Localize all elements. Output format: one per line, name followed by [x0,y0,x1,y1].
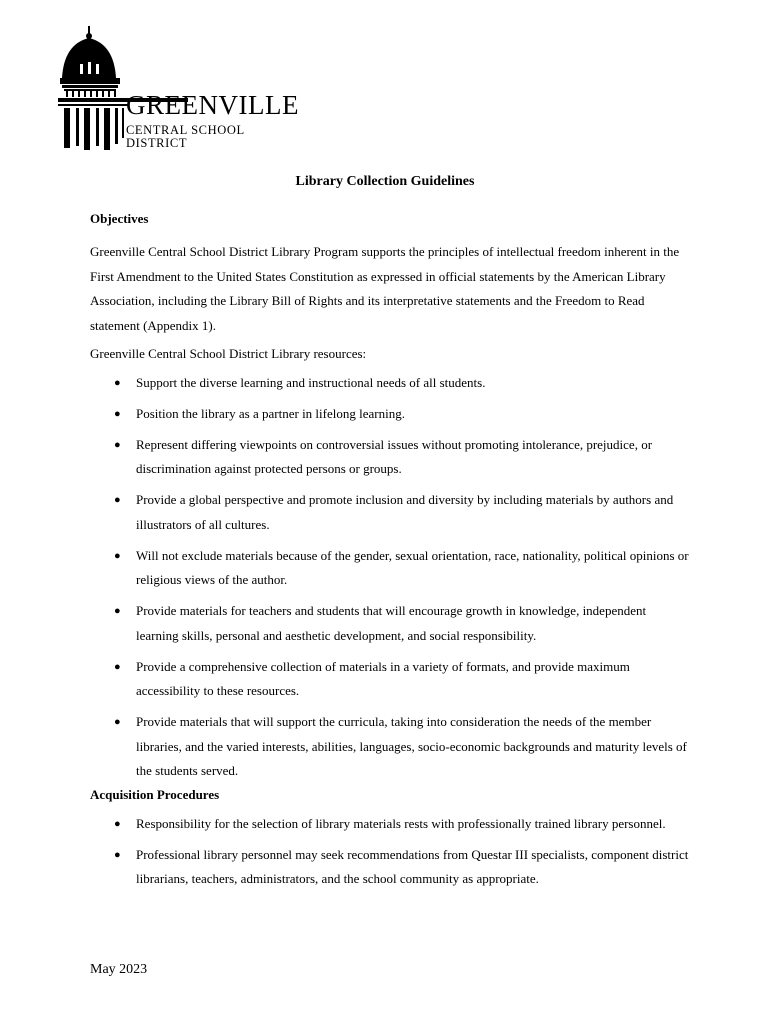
list-item-text: Will not exclude materials because of the gender, sexual orientation, race, nationality, political opinions or religious views of the author. [136,547,689,587]
acquisition-heading: Acquisition Procedures [90,786,220,802]
district-logo [58,26,308,152]
list-item [90,488,690,537]
objectives-list [90,371,690,784]
bullet-icon: ● [114,605,121,617]
footer-date: May 2023 [90,962,148,977]
acquisition-list [90,812,690,892]
list-item-text: Position the library as a partner in lifelong learning. [136,405,405,421]
bullet-icon: ● [114,817,121,830]
document-body [90,210,690,892]
bullet-icon: ● [114,438,121,451]
list-item [90,544,690,593]
document-title: Library Collection Guidelines [295,174,475,189]
list-item [90,655,690,704]
list-item-text: Provide a comprehensive collection of materials in a variety of formats, and provide maximum accessibility to these resources. [136,658,630,698]
bullet-icon: ● [114,494,121,506]
list-item [90,371,690,396]
list-item-text: Provide materials that will support the curricula, taking into consideration the needs of the member libraries, and the varied interests, abilities, languages, socio-economic backgrounds and maturity levels of the students served. [136,714,687,778]
bullet-icon: ● [114,549,121,562]
objectives-paragraph: Greenville Central School District Library Program supports the principles of intellectual freedom inherent in the First Amendment to the United States Constitution as expressed in official statements by the American Library Association, including the Library Bill of Rights and its interpretative statements and the Freedom to Read statement (Appendix 1). [90,244,680,333]
list-item [90,599,690,648]
bullet-icon: ● [114,848,121,861]
logo-district-name: GREENVILLE [126,90,299,120]
bullet-icon: ● [114,716,121,728]
bullet-icon: ● [114,407,121,420]
bullet-icon: ● [114,376,121,389]
list-item [90,812,690,837]
list-item [90,402,690,427]
list-item [90,710,690,784]
objectives-heading: Objectives [90,211,149,226]
list-item [90,843,690,892]
list-item-text: Provide a global perspective and promote inclusion and diversity by including materials by authors and illustrators of all cultures. [136,492,674,532]
bullet-icon: ● [114,660,121,673]
resources-intro: Greenville Central School District Library resources: [90,346,367,361]
list-item-text: Provide materials for teachers and students that will encourage growth in knowledge, independent learning skills, personal and aesthetic development, and social responsibility. [136,603,647,643]
list-item-text: Responsibility for the selection of library materials rests with professionally trained library personnel. [136,815,666,831]
list-item-text: Represent differing viewpoints on controversial issues without promoting intolerance, prejudice, or discrimination against protected persons or groups. [136,436,653,476]
list-item-text: Support the diverse learning and instructional needs of all students. [136,374,486,390]
list-item [90,433,690,482]
logo-district-subtitle: CENTRAL SCHOOL DISTRICT [126,123,245,150]
list-item-text: Professional library personnel may seek recommendations from Questar III specialists, component district librarians, teachers, administrators, and the school community as appropriate. [136,846,689,886]
